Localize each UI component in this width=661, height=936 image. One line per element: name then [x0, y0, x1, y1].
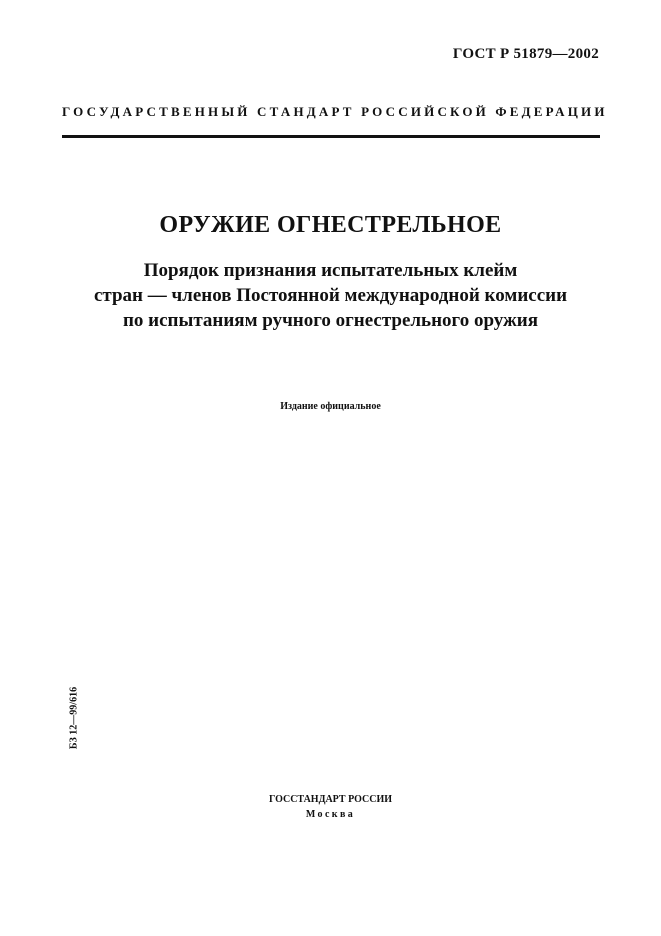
side-code: БЗ 12—99/616	[68, 686, 80, 750]
standard-code: ГОСТ Р 51879—2002	[452, 46, 599, 62]
header-divider	[62, 135, 600, 138]
subtitle-line: стран — членов Постоянной международной комиссии	[93, 285, 568, 306]
edition-note: Издание официальное	[280, 401, 381, 412]
subtitle-line: Порядок признания испытательных клейм	[143, 260, 518, 281]
document-title: ОРУЖИЕ ОГНЕСТРЕЛЬНОЕ	[159, 212, 502, 238]
publication-city: Москва	[305, 809, 356, 820]
document-subtitle	[0, 258, 661, 333]
publisher-name: ГОССТАНДАРТ РОССИИ	[268, 794, 393, 805]
state-standard-heading: ГОСУДАРСТВЕННЫЙ СТАНДАРТ РОССИЙСКОЙ ФЕДЕРАЦИИ	[62, 104, 608, 119]
subtitle-line: по испытаниям ручного огнестрельного оружия	[122, 310, 539, 331]
